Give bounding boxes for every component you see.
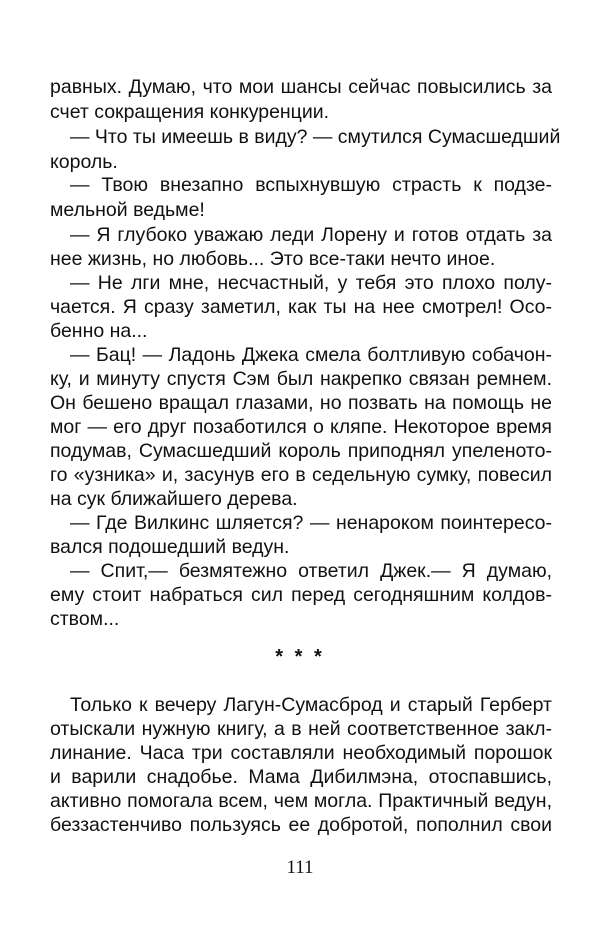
text-line: нее жизнь, но любовь... Это все-таки нечто иное. [50, 248, 496, 270]
text-line: на сук ближайшего дерева. [50, 488, 298, 510]
text-line: — Не лги мне, несчастный, у тебя это плохо полу- [70, 272, 552, 294]
text-line: подумав, Сумасшедший король приподнял упеленото- [50, 440, 552, 462]
text-line: Он бешено вращал глазами, но позвать на помощь не [50, 392, 552, 414]
text-line: активно помогала всем, чем могла. Практичный ведун, [50, 790, 552, 812]
text-line: — Где Вилкинс шляется? — ненароком поинтересо- [70, 512, 552, 534]
text-line: — Твою внезапно вспыхнувшую страсть к подзе- [70, 174, 552, 196]
text-line: беззастенчиво пользуясь ее добротой, пополнил свои [50, 814, 552, 836]
text-line: король. [50, 151, 118, 173]
text-line: вался подошедший ведун. [50, 536, 290, 558]
text-line: ему стоит набраться сил перед сегодняшним колдов- [50, 584, 552, 606]
text-line: счет сокращения конкуренции. [50, 101, 330, 123]
text-line: — Я глубоко уважаю леди Лорену и готов отдать за [70, 224, 552, 246]
text-line: мельной ведьме! [50, 199, 205, 221]
text-line: — Спит,— безмятежно ответил Джек.— Я думаю, [70, 560, 552, 582]
text-line: бенно на... [50, 320, 148, 342]
text-line: ку, и минуту спустя Сэм был накрепко связан ремнем. [50, 368, 552, 390]
section-break: * * * [275, 646, 325, 668]
text-line: мог — его друг позаботился о кляпе. Некоторое время [50, 416, 552, 438]
text-line: — Что ты имеешь в виду? — смутился Сумасшедший [70, 126, 561, 148]
text-line: отыскали нужную книгу, а в ней соответственное закл- [50, 718, 552, 740]
text-line: линание. Часа три составляли необходимый порошок [50, 742, 552, 764]
text-line: и варили снадобье. Мама Дибилмэна, отоспавшись, [50, 766, 552, 788]
text-line: ством... [50, 608, 120, 630]
text-line: го «узника» и, засунув его в седельную сумку, повесил [50, 464, 552, 486]
text-line: чается. Я сразу заметил, как ты на нее смотрел! Осо- [50, 296, 552, 318]
text-line: — Бац! — Ладонь Джека смела болтливую собачон- [70, 344, 552, 366]
page-number: 111 [286, 857, 314, 878]
text-line: равных. Думаю, что мои шансы сейчас повысились за [50, 76, 552, 98]
text-line: Только к вечеру Лагун-Сумасброд и старый Герберт [70, 694, 552, 716]
